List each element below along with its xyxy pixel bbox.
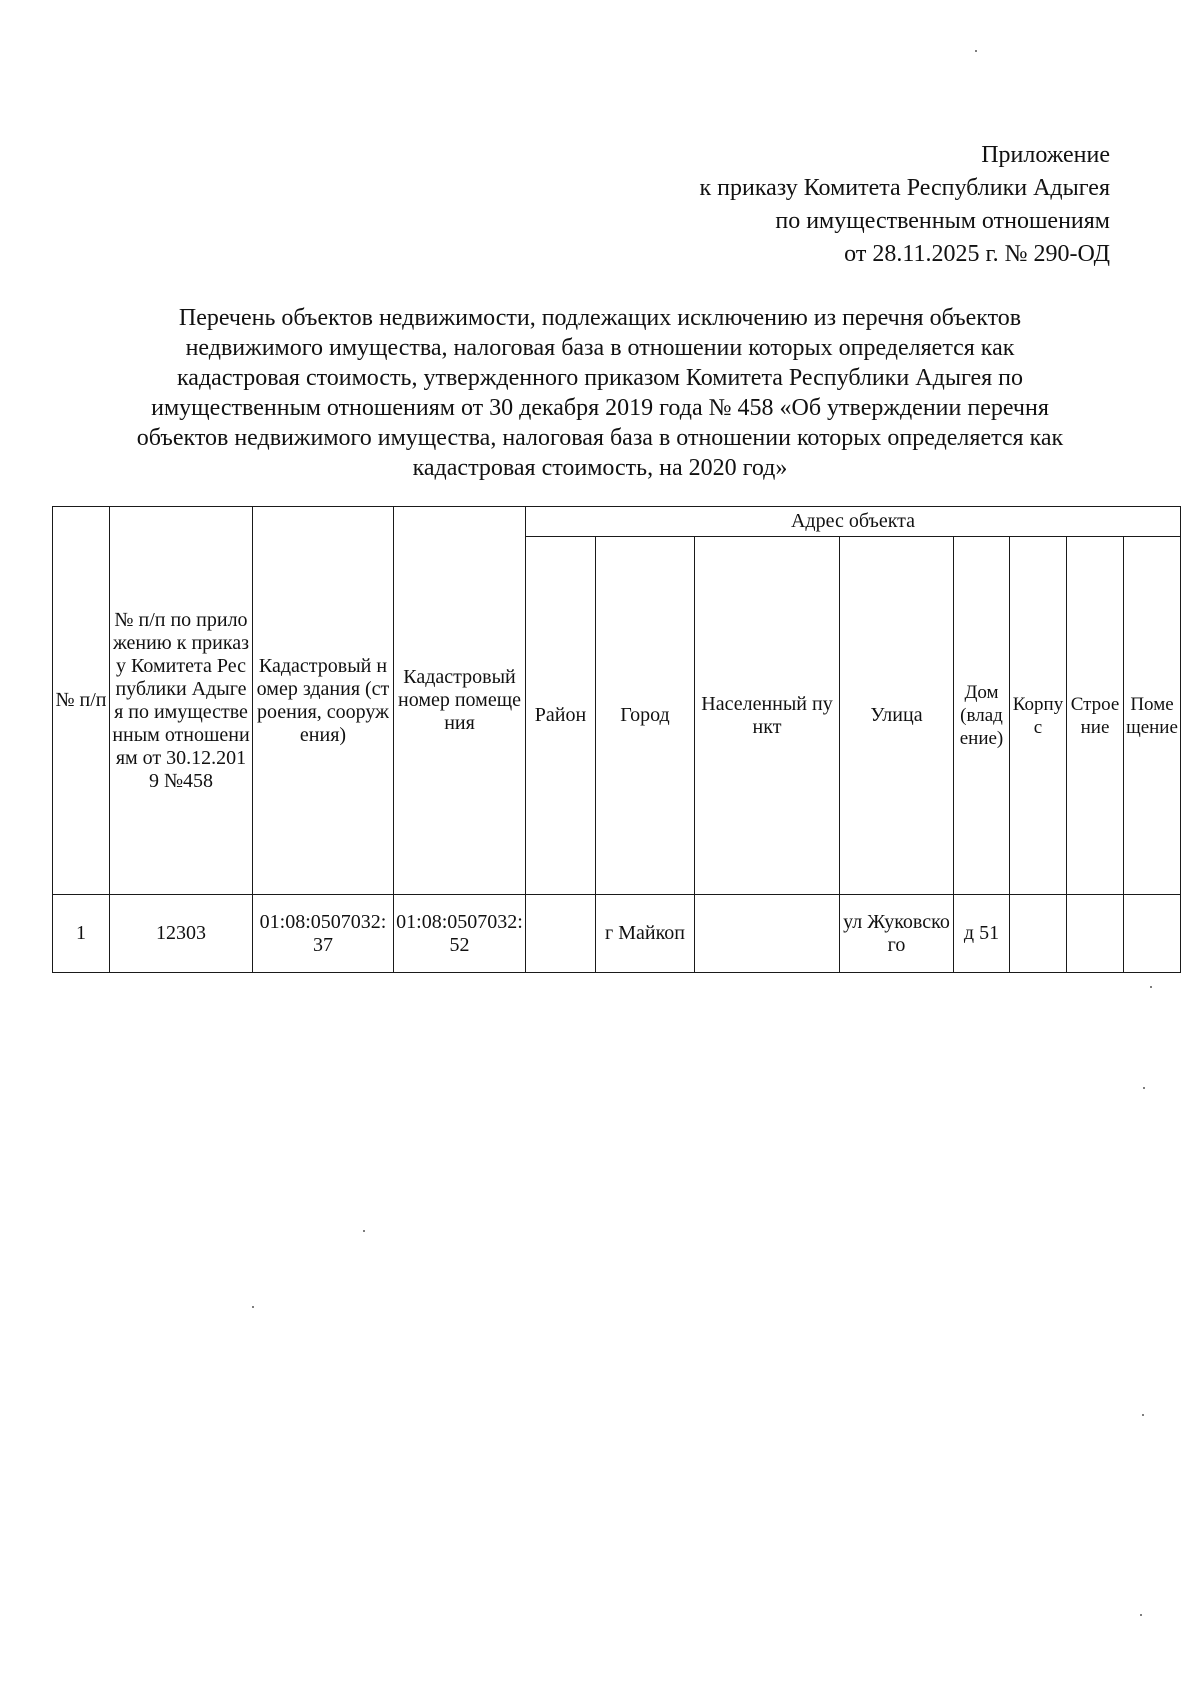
header-building: Корпус — [1010, 537, 1067, 895]
header-district: Район — [526, 537, 596, 895]
title-line: кадастровая стоимость, утвержденного приказом Комитета Республики Адыгея по — [177, 365, 1023, 391]
table-header-row — [53, 507, 1181, 537]
table-row — [53, 895, 1181, 973]
scan-speck — [252, 1306, 254, 1308]
cell-num: 1 — [53, 895, 110, 973]
appendix-committee: по имущественным отношениям — [775, 208, 1110, 234]
property-table — [52, 506, 1181, 973]
title-line: кадастровая стоимость, на 2020 год» — [412, 455, 788, 481]
scan-speck — [1150, 986, 1152, 988]
header-premises-cadastral: Кадастровый номер помещения — [394, 507, 526, 895]
scan-speck — [1140, 1614, 1142, 1616]
header-settlement: Населенный пункт — [695, 537, 840, 895]
header-structure: Строение — [1067, 537, 1124, 895]
header-building-cadastral: Кадастровый номер здания (строения, сооружения) — [253, 507, 394, 895]
header-premises: Помещение — [1124, 537, 1181, 895]
cell-house: д 51 — [954, 895, 1010, 973]
cell-building — [1010, 895, 1067, 973]
appendix-order-ref: к приказу Комитета Республики Адыгея — [699, 175, 1110, 201]
header-num: № п/п — [53, 507, 110, 895]
title-line: Перечень объектов недвижимости, подлежащих исключению из перечня объектов — [178, 305, 1022, 331]
appendix-title: Приложение — [981, 142, 1110, 168]
header-ref-num: № п/п по приложению к приказу Комитета Республики Адыгея по имущественным отношениям от 30.12.2019 №458 — [110, 507, 253, 895]
scan-speck — [1143, 1087, 1145, 1089]
title-line: имущественным отношениям от 30 декабря 2019 года № 458 «Об утверждении перечня — [151, 395, 1049, 421]
cell-building-cadastral: 01:08:0507032:37 — [253, 895, 394, 973]
cell-district — [526, 895, 596, 973]
cell-street: ул Жуковского — [840, 895, 954, 973]
cell-city: г Майкоп — [596, 895, 695, 973]
cell-ref-num: 12303 — [110, 895, 253, 973]
title-line: недвижимого имущества, налоговая база в отношении которых определяется как — [185, 335, 1015, 361]
document-title — [60, 303, 1140, 483]
scan-speck — [975, 50, 977, 52]
header-city: Город — [596, 537, 695, 895]
header-house: Дом (владение) — [954, 537, 1010, 895]
cell-premises-cadastral: 01:08:0507032:52 — [394, 895, 526, 973]
cell-premises — [1124, 895, 1181, 973]
scan-speck — [363, 1230, 365, 1232]
appendix-date-number: от 28.11.2025 г. № 290-ОД — [844, 241, 1110, 267]
appendix-block — [699, 139, 1110, 271]
cell-settlement — [695, 895, 840, 973]
header-street: Улица — [840, 537, 954, 895]
header-address-group: Адрес объекта — [526, 507, 1181, 537]
scan-speck — [1142, 1414, 1144, 1416]
cell-structure — [1067, 895, 1124, 973]
title-line: объектов недвижимого имущества, налоговая база в отношении которых определяется как — [136, 425, 1064, 451]
